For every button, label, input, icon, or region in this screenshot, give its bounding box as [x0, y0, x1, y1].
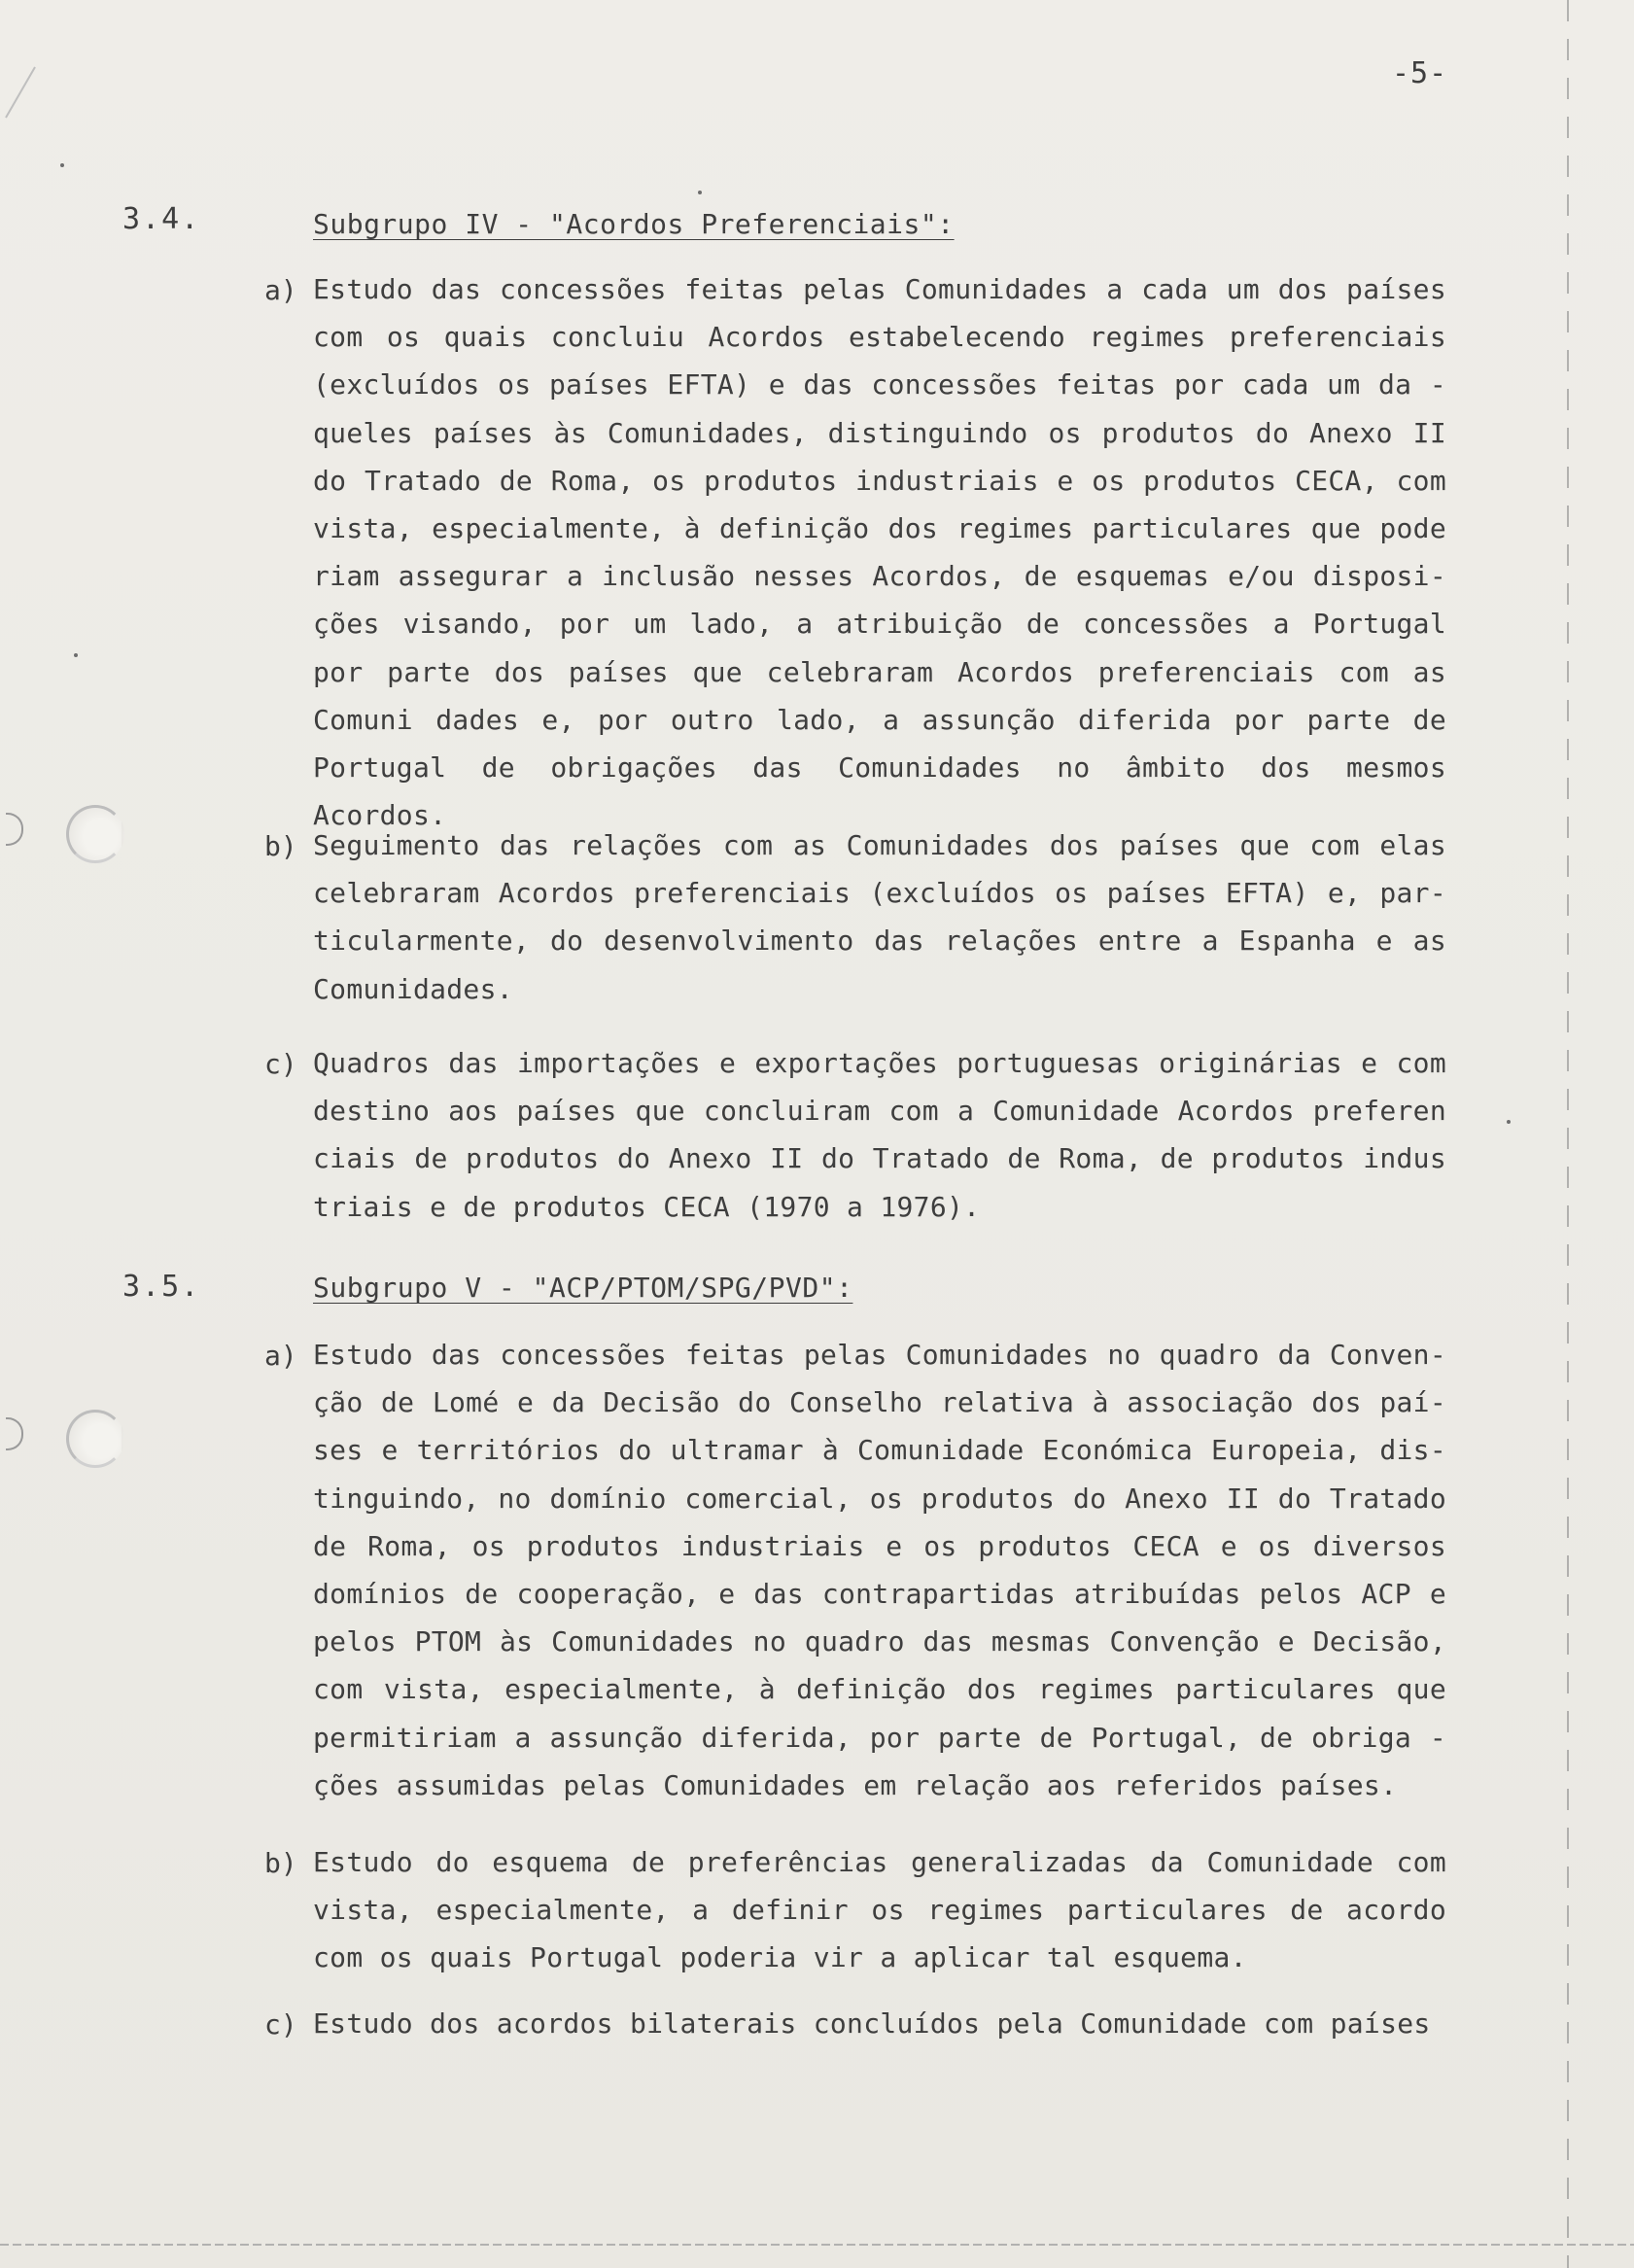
item-letter: b): [264, 830, 297, 862]
punch-hole-top: [66, 805, 124, 863]
item-letter: b): [264, 1847, 297, 1879]
item-paragraph: Seguimento das relações com as Comunidades dos países que com elas celebraram Acordos preferenciais (excluídos os países EFTA) e, par- ticularmente, do desenvolvimento das relações entre a Espanha e as Comunidades.: [313, 829, 1446, 1005]
bottom-edge-rule: [0, 2244, 1634, 2246]
item-paragraph: Estudo das concessões feitas pelas Comunidades a cada um dos países com os quais concluiu Acordos estabelecendo regimes preferenciais (excluídos os países EFTA) e das concessões feitas por cada um da - queles países às Comunidades, distinguindo os produtos do Anexo II do Tratado de Roma, os produtos industriais e os produtos CECA, com vista, especialmente, à definição dos regimes particulares que pode riam assegurar a inclusão nesses Acordos, de esquemas e/ou disposi- ções visando, por um lado, a atribuição de concessões a Portugal por parte dos países que celebraram Acordos preferenciais com as Comuni dades e, por outro lado, a assunção diferida por parte de Portugal de obrigações das Comunidades no âmbito dos mesmos Acordos.: [313, 273, 1446, 832]
right-margin-rule: [1567, 0, 1569, 2268]
section-title: Subgrupo IV - "Acordos Preferenciais":: [313, 208, 955, 240]
ink-speck: [1507, 1120, 1511, 1124]
item-letter: c): [264, 1048, 297, 1080]
punch-hole-edge-bottom: [6, 1417, 23, 1450]
ink-speck: [60, 163, 64, 167]
ink-speck: [74, 653, 78, 657]
section-title: Subgrupo V - "ACP/PTOM/SPG/PVD":: [313, 1272, 853, 1304]
page-number: -5-: [1392, 56, 1448, 90]
item-paragraph: Quadros das importações e exportações portuguesas originárias e com destino aos países que concluiram com a Comunidade Acordos preferen ciais de produtos do Anexo II do Tratado de Roma, de produtos indus triais e de produtos CECA (1970 a 1976).: [313, 1047, 1446, 1223]
section-number: 3.5.: [122, 1270, 201, 1304]
punch-hole-bottom: [66, 1410, 124, 1468]
punch-hole-edge-top: [6, 813, 23, 846]
item-paragraph: Estudo dos acordos bilaterais concluídos pela Comunidade com países: [313, 2007, 1431, 2040]
item-paragraph: Estudo das concessões feitas pelas Comunidades no quadro da Conven- ção de Lomé e da Decisão do Conselho relativa à associação dos paí- ses e territórios do ultramar à Comunidade Económica Europeia, dis- tinguindo, no domínio comercial, os produtos do Anexo II do Tratado de Roma, os produtos industriais e os produtos CECA e os diversos domínios de cooperação, e das contrapartidas atribuídas pelos ACP e pelos PTOM às Comunidades no quadro das mesmas Convenção e Decisão, com vista, especialmente, à definição dos regimes particulares que permitiriam a assunção diferida, por parte de Portugal, de obriga - ções assumidas pelas Comunidades em relação aos referidos países.: [313, 1339, 1446, 1801]
ink-speck: [698, 191, 702, 194]
item-letter: c): [264, 2008, 297, 2041]
paper-edge-mark: [5, 67, 36, 119]
section-number: 3.4.: [122, 202, 201, 236]
item-letter: a): [264, 1340, 297, 1372]
item-paragraph: Estudo do esquema de preferências generalizadas da Comunidade com vista, especialmente, a definir os regimes particulares de acordo com os quais Portugal poderia vir a aplicar tal esquema.: [313, 1846, 1446, 1974]
item-letter: a): [264, 274, 297, 306]
